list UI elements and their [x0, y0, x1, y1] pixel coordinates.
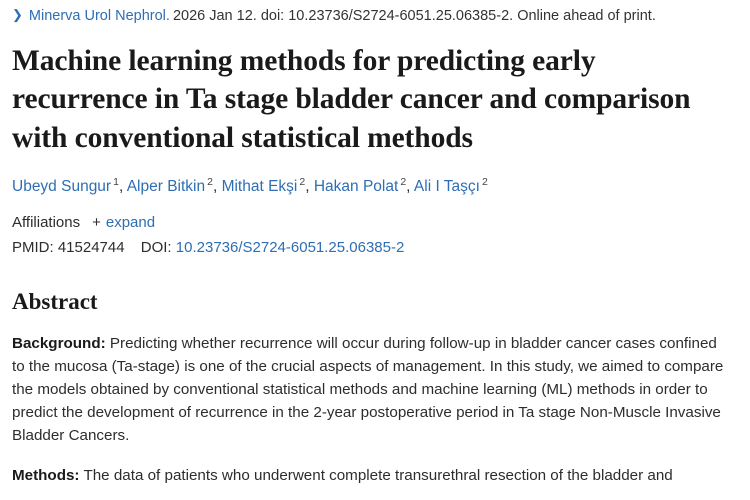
author-affil-marker: 2 — [481, 176, 488, 189]
abstract-section-text: Predicting whether recurrence will occur during follow-up in bladder cancer cases confined to the mucosa (Ta-stage) is one of the crucial aspects of management. In this study, we aimed to compare the models obtained by conventional statistical methods and machine learning (ML) methods in order to predict the development of recurrence in the 2-year postoperative period in Ta stage Non-Muscle Invasive Bladder Cancers. — [12, 334, 724, 445]
citation-details: 2026 Jan 12. doi: 10.23736/S2724-6051.25.06385-2. Online ahead of print. — [172, 8, 656, 24]
author-separator: , — [118, 178, 124, 196]
chevron-right-icon[interactable]: ❯ — [12, 7, 23, 22]
author-separator: , — [305, 178, 310, 196]
author-name: Alper Bitkin — [126, 178, 206, 196]
author-item[interactable] — [127, 178, 213, 195]
author-list — [8, 175, 730, 198]
author-item[interactable] — [12, 178, 119, 195]
identifiers-row — [8, 239, 730, 256]
author-affil-marker: 2 — [299, 176, 306, 189]
author-item[interactable] — [222, 178, 306, 195]
abstract-section-label: Background: — [12, 334, 106, 352]
author-name: Mithat Ekşi — [221, 178, 298, 196]
abstract-heading: Abstract — [12, 288, 98, 314]
plus-icon: + — [92, 213, 101, 231]
expand-label: expand — [105, 213, 156, 231]
pmid-label: PMID: — [12, 238, 54, 256]
author-separator: , — [406, 178, 411, 196]
author-name: Hakan Polat — [313, 178, 399, 196]
author-item[interactable] — [314, 178, 406, 195]
doi-label: DOI: — [140, 238, 172, 256]
abstract-section-background — [8, 332, 730, 447]
citation-line — [8, 8, 730, 24]
author-item[interactable] — [414, 178, 488, 195]
page-title: Machine learning methods for predicting early recurrence in Ta stage bladder cancer and comparison with conventional statistical methods — [12, 45, 691, 154]
abstract-section-methods — [8, 464, 730, 487]
affiliations-row — [8, 214, 730, 231]
author-affil-marker: 2 — [207, 176, 213, 189]
abstract-section-text: The data of patients who underwent complete transurethral resection of the bladder and — [79, 467, 673, 485]
author-separator: , — [212, 178, 218, 196]
affiliations-label: Affiliations — [12, 213, 81, 231]
author-affil-marker: 2 — [400, 176, 407, 189]
pmid-value: 41524744 — [57, 238, 125, 256]
expand-affiliations-button[interactable] — [92, 214, 155, 231]
abstract-section-label: Methods: — [12, 467, 80, 485]
journal-name[interactable]: Minerva Urol Nephrol. — [28, 8, 170, 24]
author-name: Ali I Taşçı — [413, 178, 480, 196]
author-affil-marker: 1 — [113, 176, 119, 189]
doi-link[interactable]: 10.23736/S2724-6051.25.06385-2 — [175, 238, 405, 256]
author-name: Ubeyd Sungur — [12, 178, 112, 196]
